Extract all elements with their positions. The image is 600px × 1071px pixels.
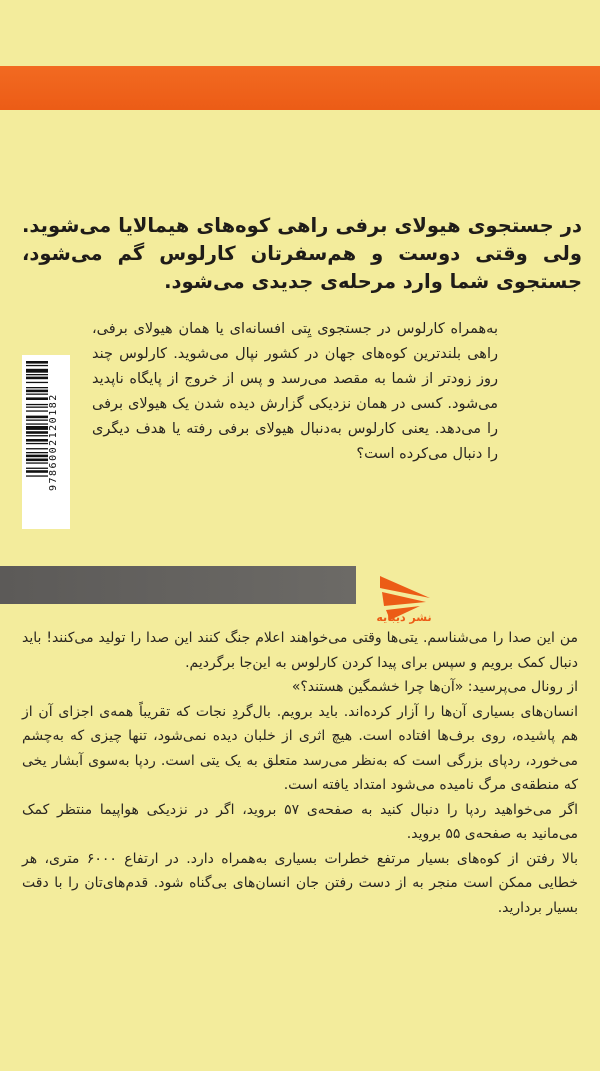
story-paragraph: من این صدا را می‌شناسم. یتی‌ها وقتی می‌خواهند اعلام جنگ کنند این صدا را تولید می‌کنند! باید دنبال کمک برویم و سپس برای پیدا کردن کارلوس به این‌جا برگردیم. (22, 630, 578, 671)
blurb-paragraph: به‌همراه کارلوس در جستجوی یِتی افسانه‌ای یا همان هیولای برفی، راهی بلندترین کوه‌های جهان در کشور نپال می‌شوید. کارلوس چند روز زودتر از شما به مقصد می‌رسد و پس از خروج از پایگاه ناپدید می‌شود. کسی در همان نزدیکی گزارش دیده شدن یک هیولای برفی را می‌دهد. یعنی کارلوس به‌دنبال هیولای برفی رفته یا هدف دیگری را دنبال می‌کرده است؟ (92, 321, 498, 462)
barcode-digits: 9786002120182 (48, 355, 68, 529)
story-paragraph: بالا رفتن از کوه‌های بسیار مرتفع خطرات بسیاری به‌همراه دارد. در ارتفاع ۶۰۰۰ متری، هر خطایی ممکن است منجر به از دست رفتن جان انسان‌های بی‌گناه شود. قدم‌های‌تان را با دقت بسیار بردارید. (22, 850, 578, 916)
grey-band (0, 566, 356, 604)
story-paragraph: از رونال می‌پرسید: «آن‌ها چرا خشمگین هستند؟» (291, 679, 578, 695)
orange-top-band (0, 66, 600, 110)
story-excerpt (22, 626, 578, 920)
publisher-name: نشر دیبایه (376, 611, 432, 624)
headline: در جستجوی هیولای برفی راهی کوه‌های هیمالایا می‌شوید. ولی وقتی دوست و هم‌سفرتان کارلوس گم می‌شود، جستجوی شما وارد مرحله‌ی جدیدی می‌شود. (22, 214, 582, 293)
story-paragraph: انسان‌های بسیاری آن‌ها را آزار کرده‌اند. باید برویم. بال‌گردِ نجات که تقریباً همه‌ی اجزای آن از هم پاشیده، روی برف‌ها افتاده است. هیچ اثری از خلبان دیده نمی‌شود، تنها چیزی که به‌چشم می‌خورد، ردپای بزرگی است که به‌نظر می‌رسد متعلق به یک یتی است. ردپا به‌سوی آبشار یخی که منطقه‌ی مرگ نامیده می‌شود امتداد یافته است. (22, 703, 578, 793)
story-paragraph: اگر می‌خواهید ردپا را دنبال کنید به صفحه‌ی ۵۷ بروید، اگر در نزدیکی هواپیما منتظر کمک می‌مانید به صفحه‌ی ۵۵ بروید. (22, 801, 579, 842)
